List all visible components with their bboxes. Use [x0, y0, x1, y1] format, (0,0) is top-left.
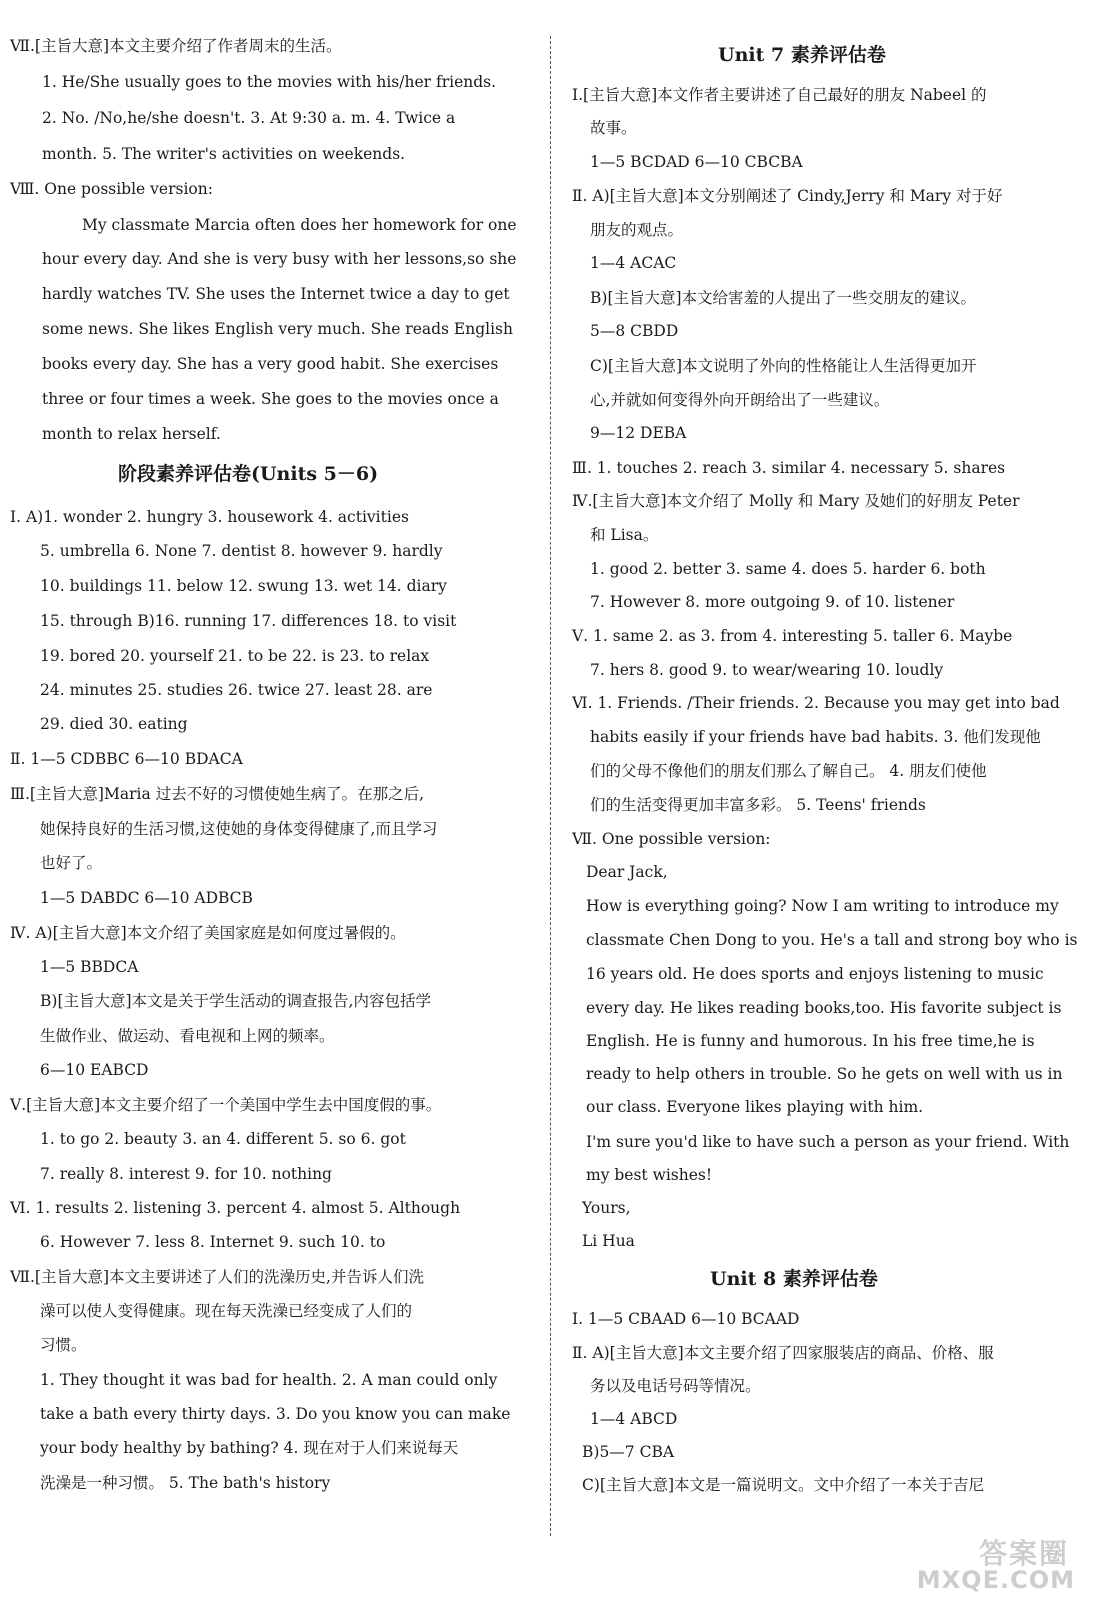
section-summary: Ⅴ.[主旨大意]本文主要介绍了一个美国中学生去中国度假的事。	[10, 1096, 442, 1114]
essay-line: hour every day. And she is very busy with her lessons,so she	[42, 250, 517, 268]
essay-line: some news. She likes English very much. She reads English	[42, 320, 513, 338]
section-summary: C)[主旨大意]本文是一篇说明文。文中介绍了一本关于吉尼	[582, 1476, 985, 1494]
answer-line: 19. bored 20. yourself 21. to be 22. is 23. to relax	[40, 647, 430, 665]
answer-line: 们的父母不像他们的朋友们那么了解自己。 4. 朋友们使他	[590, 762, 987, 780]
section-7-summary: Ⅶ.[主旨大意]本文主要介绍了作者周末的生活。	[10, 37, 342, 55]
section-title-unit-8: Unit 8 素养评估卷	[710, 1268, 878, 1290]
section-summary: 和 Lisa。	[590, 526, 659, 544]
essay-line: three or four times a week. She goes to the movies once a	[42, 390, 499, 408]
answer-line: 1—5 BBDCA	[40, 958, 139, 976]
answer-line: habits easily if your friends have bad habits. 3. 他们发现他	[590, 728, 1041, 746]
answer-line: 10. buildings 11. below 12. swung 13. wet 14. diary	[40, 577, 447, 595]
section-summary: Ⅶ.[主旨大意]本文主要讲述了人们的洗澡历史,并告诉人们洗	[10, 1268, 424, 1286]
section-summary: 习惯。	[40, 1336, 87, 1354]
answer-line: Ⅴ. 1. same 2. as 3. from 4. interesting 5. taller 6. Maybe	[572, 627, 1013, 645]
letter-signature: Li Hua	[582, 1232, 635, 1250]
answer-line: 1. to go 2. beauty 3. an 4. different 5. so 6. got	[40, 1130, 406, 1148]
essay-line: hardly watches TV. She uses the Internet twice a day to get	[42, 285, 510, 303]
answer-line: 15. through B)16. running 17. differences 18. to visit	[40, 612, 457, 630]
essay-line: books every day. She has a very good habit. She exercises	[42, 355, 499, 373]
answer-line: 1—4 ACAC	[590, 254, 677, 272]
section-summary: 朋友的观点。	[590, 221, 684, 239]
section-heading: Ⅶ. One possible version:	[572, 830, 771, 848]
section-summary: 澡可以使人变得健康。现在每天洗澡已经变成了人们的	[40, 1302, 413, 1320]
answer-line: 7. hers 8. good 9. to wear/wearing 10. loudly	[590, 661, 944, 679]
answer-line: Ⅰ. 1—5 CBAAD 6—10 BCAAD	[572, 1310, 800, 1328]
answer-line: 洗澡是一种习惯。 5. The bath's history	[40, 1474, 331, 1492]
section-summary: Ⅳ.[主旨大意]本文介绍了 Molly 和 Mary 及她们的好朋友 Peter	[572, 492, 1020, 510]
letter-line: our class. Everyone likes playing with him.	[586, 1098, 924, 1116]
answer-line: 6. However 7. less 8. Internet 9. such 10. to	[40, 1233, 386, 1251]
section-title-unit-7: Unit 7 素养评估卷	[718, 44, 886, 66]
answer-line: 1—5 BCDAD 6—10 CBCBA	[590, 153, 803, 171]
answer-line: Ⅵ. 1. results 2. listening 3. percent 4. almost 5. Although	[10, 1199, 461, 1217]
section-summary: Ⅲ.[主旨大意]Maria 过去不好的习惯使她生病了。在那之后,	[10, 785, 425, 803]
letter-line: English. He is funny and humorous. In his free time,he is	[586, 1032, 1035, 1050]
section-summary: C)[主旨大意]本文说明了外向的性格能让人生活得更加开	[590, 357, 977, 375]
answer-line: 7. However 8. more outgoing 9. of 10. listener	[590, 593, 955, 611]
answer-line: 1. He/She usually goes to the movies with his/her friends.	[42, 73, 497, 91]
letter-line: my best wishes!	[586, 1166, 713, 1184]
letter-line: How is everything going? Now I am writing to introduce my	[586, 897, 1059, 915]
letter-line: ready to help others in trouble. So he gets on well with us in	[586, 1065, 1063, 1083]
column-divider	[550, 36, 551, 1536]
section-summary: Ⅰ.[主旨大意]本文作者主要讲述了自己最好的朋友 Nabeel 的	[572, 86, 987, 104]
answer-line: Ⅰ. A)1. wonder 2. hungry 3. housework 4. activities	[10, 508, 409, 526]
section-summary: Ⅱ. A)[主旨大意]本文分别阐述了 Cindy,Jerry 和 Mary 对于好	[572, 187, 1003, 205]
answer-line: 1. They thought it was bad for health. 2. A man could only	[40, 1371, 498, 1389]
letter-line: 16 years old. He does sports and enjoys listening to music	[586, 965, 1044, 983]
answer-line: 们的生活变得更加丰富多彩。 5. Teens' friends	[590, 796, 926, 814]
section-summary: 务以及电话号码等情况。	[590, 1377, 761, 1395]
answer-line: 9—12 DEBA	[590, 424, 687, 442]
answer-line: 1—5 DABDC 6—10 ADBCB	[40, 889, 253, 907]
section-summary: B)[主旨大意]本文给害羞的人提出了一些交朋友的建议。	[590, 289, 977, 307]
answer-line: 6—10 EABCD	[40, 1061, 149, 1079]
answer-line: take a bath every thirty days. 3. Do you know you can make	[40, 1405, 511, 1423]
letter-greeting: Dear Jack,	[586, 863, 668, 881]
answer-line: 5—8 CBDD	[590, 322, 679, 340]
section-title-units-5-6: 阶段素养评估卷(Units 5－6)	[118, 463, 379, 485]
letter-line: I'm sure you'd like to have such a person as your friend. With	[586, 1133, 1070, 1151]
section-summary: 也好了。	[40, 854, 103, 872]
answer-line: 5. umbrella 6. None 7. dentist 8. however 9. hardly	[40, 542, 443, 560]
watermark-text-bottom: MXQE.COM	[916, 1566, 1075, 1594]
section-summary: 心,并就如何变得外向开朗给出了一些建议。	[590, 391, 890, 409]
answer-line: 1. good 2. better 3. same 4. does 5. harder 6. both	[590, 560, 986, 578]
watermark-text-top: 答案圈	[978, 1537, 1069, 1570]
answer-line: 29. died 30. eating	[40, 715, 188, 733]
essay-line: My classmate Marcia often does her homework for one	[82, 216, 517, 234]
answer-line: month. 5. The writer's activities on weekends.	[42, 145, 406, 163]
answer-line: Ⅱ. 1—5 CDBBC 6—10 BDACA	[10, 750, 243, 768]
section-summary: Ⅳ. A)[主旨大意]本文介绍了美国家庭是如何度过暑假的。	[10, 924, 406, 942]
answer-line: 1—4 ABCD	[590, 1410, 678, 1428]
watermark-logo	[916, 1532, 1075, 1594]
answer-line: your body healthy by bathing? 4. 现在对于人们来说每天	[40, 1439, 459, 1457]
section-summary: Ⅱ. A)[主旨大意]本文主要介绍了四家服装店的商品、价格、服	[572, 1344, 994, 1362]
section-summary: 故事。	[590, 119, 637, 137]
letter-line: every day. He likes reading books,too. His favorite subject is	[586, 999, 1062, 1017]
essay-line: month to relax herself.	[42, 425, 221, 443]
answer-line: Ⅵ. 1. Friends. /Their friends. 2. Because you may get into bad	[572, 694, 1060, 712]
section-summary: 生做作业、做运动、看电视和上网的频率。	[40, 1027, 335, 1045]
answer-line: Ⅲ. 1. touches 2. reach 3. similar 4. necessary 5. shares	[572, 459, 1006, 477]
answer-line: 24. minutes 25. studies 26. twice 27. least 28. are	[40, 681, 433, 699]
answer-line: 7. really 8. interest 9. for 10. nothing	[40, 1165, 332, 1183]
section-summary: 她保持良好的生活习惯,这使她的身体变得健康了,而且学习	[40, 820, 438, 838]
answer-line: B)5—7 CBA	[582, 1443, 675, 1461]
section-summary: B)[主旨大意]本文是关于学生活动的调查报告,内容包括学	[40, 992, 431, 1010]
letter-closing: Yours,	[582, 1199, 631, 1217]
section-8-heading: Ⅷ. One possible version:	[10, 180, 213, 198]
letter-line: classmate Chen Dong to you. He's a tall and strong boy who is	[586, 931, 1078, 949]
answer-line: 2. No. /No,he/she doesn't. 3. At 9:30 a. m. 4. Twice a	[42, 109, 456, 127]
